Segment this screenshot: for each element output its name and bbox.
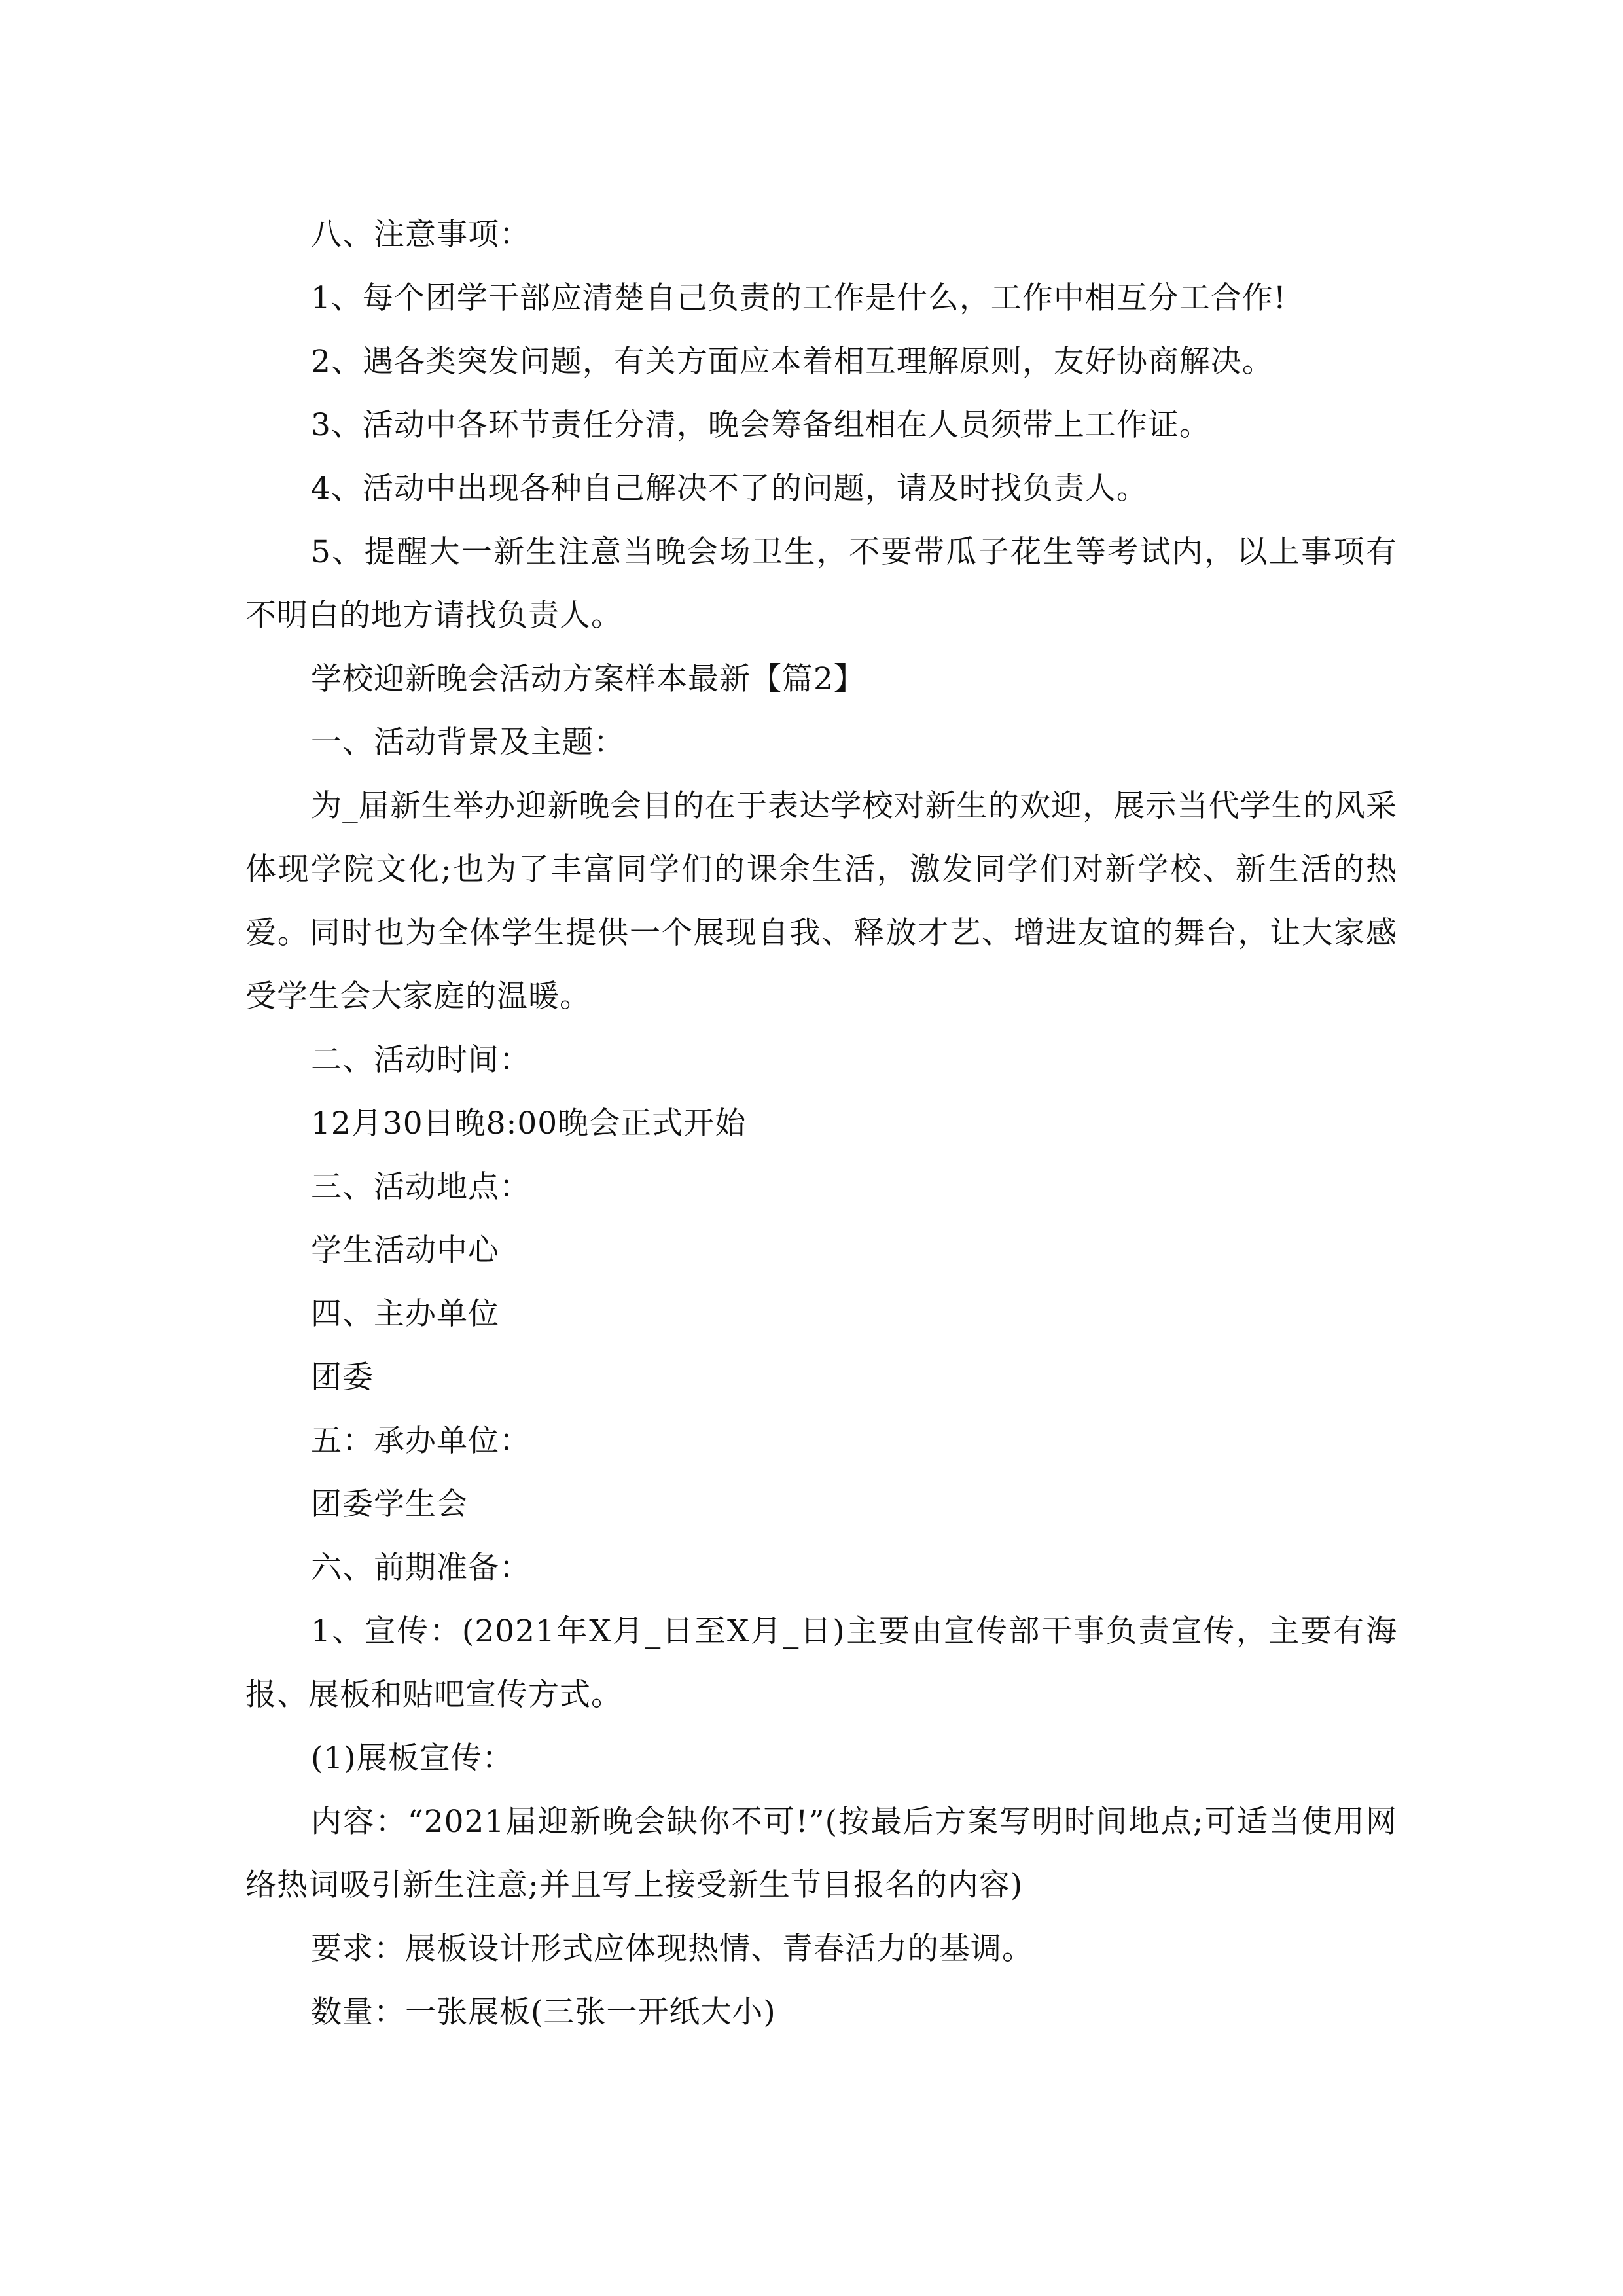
board-requirement: 要求：展板设计形式应体现热情、青春活力的基调。: [311, 1931, 1033, 1967]
organizer-value: 团委: [311, 1359, 374, 1395]
section-heading-location: 三、活动地点：: [311, 1169, 531, 1205]
board-publicity-heading: (1)展板宣传：: [311, 1740, 514, 1776]
section-heading-time: 二、活动时间：: [311, 1042, 531, 1078]
document-body: [245, 203, 1397, 2044]
precaution-item-4: 4、活动中出现各种自己解决不了的问题，请及时找负责人。: [311, 471, 1148, 507]
board-quantity: 数量：一张展板(三张一开纸大小): [311, 1994, 776, 2030]
precaution-item-5: 5、提醒大一新生注意当晚会场卫生，不要带瓜子花生等考试内，以上事项有不明白的地方请找负责人。: [245, 534, 1397, 634]
section-heading-host: 五：承办单位：: [311, 1423, 531, 1459]
event-time-value: 12月30日晚8:00晚会正式开始: [311, 1105, 747, 1141]
precaution-item-2: 2、遇各类突发问题，有关方面应本着相互理解原则，友好协商解决。: [311, 344, 1274, 380]
background-paragraph: 为_届新生举办迎新晚会目的在于表达学校对新生的欢迎，展示当代学生的风采体现学院文化;也为了丰富同学们的课余生活，激发同学们对新学校、新生活的热爱。同时也为全体学生提供一个展现自我、释放才艺、增进友谊的舞台，让大家感受学生会大家庭的温暖。: [245, 788, 1397, 1014]
board-content-paragraph: 内容：“2021届迎新晚会缺你不可!”(按最后方案写明时间地点;可适当使用网络热词吸引新生注意;并且写上接受新生节目报名的内容): [245, 1804, 1397, 1903]
section-heading-preparation: 六、前期准备：: [311, 1550, 531, 1586]
section-heading-precautions: 八、注意事项：: [311, 217, 531, 253]
section-heading-background: 一、活动背景及主题：: [311, 725, 625, 761]
article-title-part-2: 学校迎新晚会活动方案样本最新【篇2】: [311, 661, 865, 697]
section-heading-organizer: 四、主办单位: [311, 1296, 499, 1332]
event-location-value: 学生活动中心: [311, 1232, 499, 1268]
preparation-item-publicity: 1、宣传：(2021年X月_日至X月_日)主要由宣传部干事负责宣传，主要有海报、展板和贴吧宣传方式。: [245, 1613, 1397, 1713]
host-value: 团委学生会: [311, 1486, 468, 1522]
precaution-item-1: 1、每个团学干部应清楚自己负责的工作是什么，工作中相互分工合作!: [311, 280, 1287, 316]
precaution-item-3: 3、活动中各环节责任分清，晚会筹备组相在人员须带上工作证。: [311, 407, 1211, 443]
